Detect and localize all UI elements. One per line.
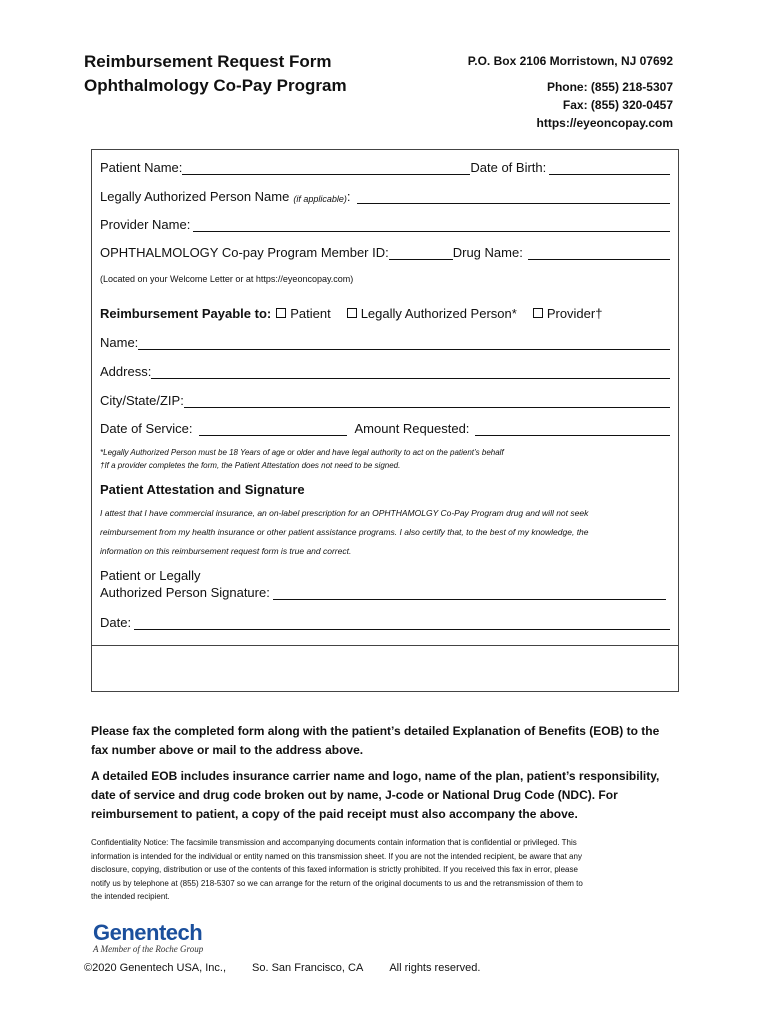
city-state-zip-row bbox=[100, 393, 670, 408]
payable-option-patient[interactable] bbox=[276, 306, 330, 321]
amount-requested-field[interactable] bbox=[475, 422, 670, 436]
signature-date-label: Date: bbox=[100, 615, 132, 630]
city-state-zip-field[interactable] bbox=[184, 394, 670, 408]
attestation-text-1: I attest that I have commercial insurance, an on-label prescription for an OPHTHAMOLGY Co-Pay Program drug and will not seek bbox=[100, 508, 589, 518]
payee-name-label: Name: bbox=[100, 335, 139, 350]
provider-checkbox[interactable] bbox=[533, 308, 543, 318]
genentech-logo bbox=[93, 920, 203, 954]
confidentiality-notice bbox=[91, 836, 681, 904]
lap-hint: (if applicable) bbox=[293, 194, 347, 204]
confidentiality-line-2: information is intended for the individual or entity named on this transmission sheet. If you are not the intended recipient, be aware that any bbox=[91, 851, 582, 861]
fax-instructions bbox=[91, 722, 681, 760]
located-note-text: (Located on your Welcome Letter or at https://eyeoncopay.com) bbox=[100, 274, 354, 284]
payee-name-row bbox=[100, 335, 670, 350]
signature-label-line-2: Authorized Person Signature: bbox=[100, 585, 270, 600]
fax-instructions-line-1: Please fax the completed form along with the patient’s detailed Explanation of Benefits (EOB) to the bbox=[91, 724, 660, 738]
provider-name-label: Provider Name: bbox=[100, 217, 191, 232]
eob-instructions bbox=[91, 767, 681, 824]
provider-name-field[interactable] bbox=[193, 218, 670, 232]
eob-instructions-line-3: reimbursement to patient, a copy of the paid receipt must also accompany the above. bbox=[91, 807, 578, 821]
footer-copyright: ©2020 Genentech USA, Inc., bbox=[84, 962, 227, 974]
footer-rights: All rights reserved. bbox=[389, 962, 481, 974]
confidentiality-line-4: notify us by telephone at (855) 218-5307 so we can arrange for the return of the original documents to us and the retransmission of them to bbox=[91, 878, 583, 888]
website-link[interactable]: https://eyeoncopay.com bbox=[536, 116, 673, 130]
confidentiality-line-3: disclosure, copying, distribution or use of the contents of this faxed information is strictly prohibited. If you received this fax in error, please bbox=[91, 865, 578, 874]
logo-tagline: A Member of the Roche Group bbox=[93, 944, 204, 954]
eob-instructions-line-2: date of service and drug code broken out by name, J-code or National Drug Code (NDC). For bbox=[91, 788, 618, 802]
located-note bbox=[100, 274, 670, 284]
member-id-row bbox=[100, 245, 670, 260]
footer bbox=[84, 962, 506, 974]
footnote-lap: *Legally Authorized Person must be 18 Years of age or older and have legal authority to act on the patient’s behalf bbox=[100, 448, 504, 457]
signature-field[interactable] bbox=[273, 586, 666, 600]
mailing-address: P.O. Box 2106 Morristown, NJ 07692 bbox=[467, 54, 673, 68]
service-amount-row bbox=[100, 421, 670, 436]
lap-colon: : bbox=[346, 189, 351, 204]
signature-date-row bbox=[100, 615, 670, 630]
date-of-service-field[interactable] bbox=[199, 422, 347, 436]
drug-name-label: Drug Name: bbox=[452, 245, 523, 260]
patient-name-row bbox=[100, 160, 670, 175]
lap-name-field[interactable] bbox=[357, 190, 671, 204]
attestation-text-3: information on this reimbursement request form is true and correct. bbox=[100, 546, 352, 556]
drug-name-field[interactable] bbox=[528, 246, 670, 260]
signature-label-line-1: Patient or Legally bbox=[100, 568, 201, 583]
form-title bbox=[84, 50, 347, 98]
confidentiality-line-5: the intended recipient. bbox=[91, 892, 170, 901]
signature-date-field[interactable] bbox=[134, 616, 670, 630]
payable-option-lap[interactable] bbox=[347, 306, 517, 321]
provider-name-row bbox=[100, 217, 670, 232]
member-id-label: OPHTHALMOLOGY Co-pay Program Member ID: bbox=[100, 245, 389, 260]
payee-name-field[interactable] bbox=[138, 336, 670, 350]
signature-row bbox=[100, 585, 670, 600]
payee-address-row bbox=[100, 364, 670, 379]
patient-name-field[interactable] bbox=[182, 161, 470, 175]
attestation-text-2: reimbursement from my health insurance or other patient assistance programs. I also certify that, to the best of my knowledge, the bbox=[100, 527, 589, 537]
member-id-field[interactable] bbox=[389, 246, 453, 260]
patient-checkbox[interactable] bbox=[276, 308, 286, 318]
signature-label bbox=[100, 567, 200, 585]
payable-row bbox=[100, 306, 670, 321]
dob-field[interactable] bbox=[549, 161, 670, 175]
payee-address-label: Address: bbox=[100, 364, 152, 379]
reimbursement-form bbox=[91, 149, 679, 692]
payable-label: Reimbursement Payable to: bbox=[100, 306, 272, 321]
dob-label: Date of Birth: bbox=[470, 160, 547, 175]
payee-address-field[interactable] bbox=[151, 365, 670, 379]
attestation-heading: Patient Attestation and Signature bbox=[100, 482, 305, 497]
contact-block bbox=[468, 52, 673, 132]
confidentiality-line-1: Confidentiality Notice: The facsimile transmission and accompanying documents contain information that is confidential or privileged. This bbox=[91, 838, 577, 847]
lap-name-label: Legally Authorized Person Name bbox=[100, 189, 290, 204]
eob-instructions-line-1: A detailed EOB includes insurance carrier name and logo, name of the plan, patient’s responsibility, bbox=[91, 769, 660, 783]
title-line-1: Reimbursement Request Form bbox=[84, 52, 332, 71]
payable-option-provider[interactable] bbox=[533, 306, 603, 321]
phone-number: Phone: (855) 218-5307 bbox=[546, 80, 673, 94]
option-label: Patient bbox=[290, 306, 331, 321]
amount-requested-label: Amount Requested: bbox=[354, 421, 470, 436]
date-of-service-label: Date of Service: bbox=[100, 421, 193, 436]
fax-number: Fax: (855) 320-0457 bbox=[562, 98, 673, 112]
patient-name-label: Patient Name: bbox=[100, 160, 183, 175]
footnote-provider: †If a provider completes the form, the Patient Attestation does not need to be signed. bbox=[100, 461, 401, 470]
city-state-zip-label: City/State/ZIP: bbox=[100, 393, 184, 408]
fax-instructions-line-2: fax number above or mail to the address above. bbox=[91, 743, 364, 757]
title-line-2: Ophthalmology Co-Pay Program bbox=[84, 76, 347, 95]
option-label: Legally Authorized Person* bbox=[360, 306, 517, 321]
option-label: Provider† bbox=[546, 306, 603, 321]
logo-wordmark: Genentech bbox=[93, 920, 203, 945]
footer-location: So. San Francisco, CA bbox=[252, 962, 364, 974]
lap-name-row bbox=[100, 189, 670, 204]
lap-checkbox[interactable] bbox=[347, 308, 357, 318]
form-divider bbox=[92, 645, 678, 646]
